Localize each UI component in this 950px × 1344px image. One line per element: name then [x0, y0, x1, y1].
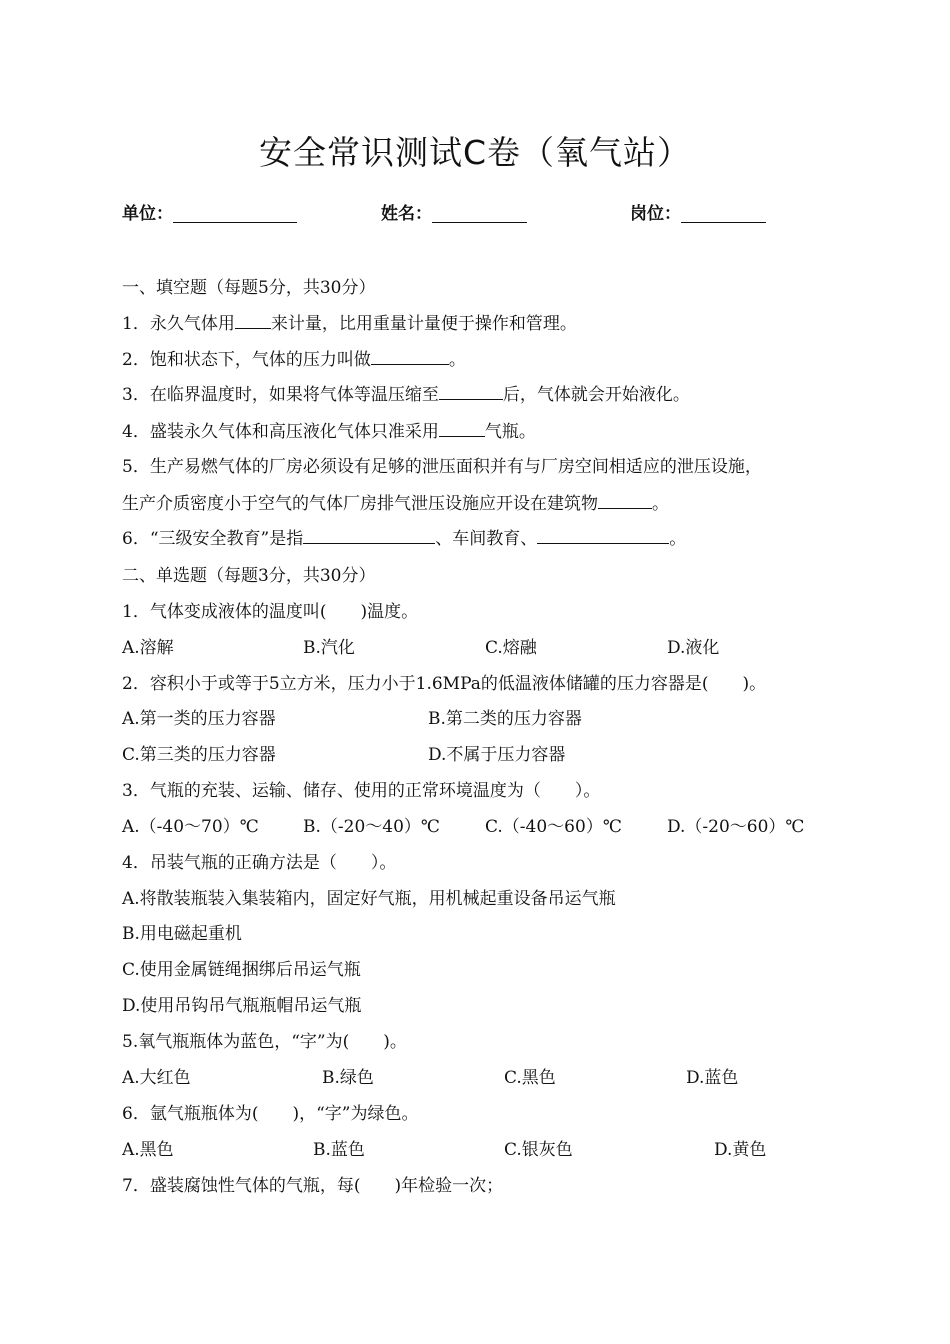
unit-field[interactable]	[122, 201, 297, 227]
s1-q1-text-b: 来计量，比用重量计量便于操作和管理。	[270, 314, 577, 334]
s1-q1-text-a: 1．永久气体用	[122, 314, 235, 334]
s1-q5-text-b: 。	[652, 494, 669, 514]
s1-q6-text-c: 。	[669, 529, 687, 549]
s1-q6-text-a: 6．“三级安全教育”是指	[122, 529, 304, 549]
s1-q3	[122, 383, 690, 407]
s2-q1-option-c[interactable]: C.熔融	[485, 638, 537, 658]
s1-q4-text-b: 气瓶。	[484, 422, 536, 442]
s2-q6-option-c[interactable]: C.银灰色	[504, 1140, 573, 1160]
s2-q2-option-d[interactable]: D.不属于压力容器	[428, 745, 566, 765]
s2-q6-text: 6．氩气瓶瓶体为( )，“字”为绿色。	[122, 1104, 419, 1124]
s2-q3-option-b[interactable]: B.（-20～40）℃	[303, 817, 440, 837]
s1-q2-text-a: 2．饱和状态下，气体的压力叫做	[122, 350, 371, 370]
s2-q5-option-c[interactable]: C.黑色	[504, 1068, 556, 1088]
s1-q6-blank-2[interactable]	[537, 527, 669, 544]
s2-q6-option-a[interactable]: A.黑色	[122, 1140, 174, 1160]
s2-q5-option-d[interactable]: D.蓝色	[686, 1068, 739, 1088]
s2-q6-option-d[interactable]: D.黄色	[714, 1140, 767, 1160]
s1-q6	[122, 527, 686, 551]
s2-q4-option-d[interactable]: D.使用吊钩吊气瓶瓶帽吊运气瓶	[122, 996, 362, 1016]
s1-q5-line1: 5．生产易燃气体的厂房必须设有足够的泄压面积并有与厂房空间相适应的泄压设施，	[122, 457, 762, 477]
s2-q4-option-b[interactable]: B.用电磁起重机	[122, 924, 242, 944]
s2-q2-option-c[interactable]: C.第三类的压力容器	[122, 745, 276, 765]
s1-q4	[122, 420, 536, 444]
section2-heading: 二、单选题（每题3分，共30分）	[122, 566, 376, 586]
s2-q3-option-a[interactable]: A.（-40～70）℃	[122, 817, 259, 837]
s1-q6-text-b: 、车间教育、	[435, 529, 538, 549]
s2-q6-option-b[interactable]: B.蓝色	[313, 1140, 365, 1160]
s1-q5-line2	[122, 492, 669, 516]
name-label: 姓名：	[381, 204, 432, 224]
s1-q2-blank[interactable]	[371, 348, 449, 365]
name-blank[interactable]	[432, 221, 527, 223]
s2-q4-option-c[interactable]: C.使用金属链绳捆绑后吊运气瓶	[122, 960, 361, 980]
s2-q1-option-a[interactable]: A.溶解	[122, 638, 174, 658]
s2-q4-text: 4．吊装气瓶的正确方法是（ ）。	[122, 853, 397, 873]
s2-q3-option-c[interactable]: C.（-40～60）℃	[485, 817, 622, 837]
post-label: 岗位：	[630, 204, 681, 224]
unit-label: 单位：	[122, 204, 173, 224]
s2-q3-option-d[interactable]: D.（-20～60）℃	[667, 817, 805, 837]
s2-q4-option-a[interactable]: A.将散装瓶装入集装箱内，固定好气瓶，用机械起重设备吊运气瓶	[122, 889, 616, 909]
s1-q5-blank[interactable]	[598, 492, 652, 509]
s1-q5-text-a: 生产介质密度小于空气的气体厂房排气泄压设施应开设在建筑物	[122, 494, 598, 514]
s2-q2-option-b[interactable]: B.第二类的压力容器	[428, 709, 582, 729]
page-title: 安全常识测试C卷（氧气站）	[258, 133, 692, 172]
s1-q2	[122, 348, 466, 372]
s2-q3-text: 3．气瓶的充装、运输、储存、使用的正常环境温度为（ ）。	[122, 781, 601, 801]
s2-q7-text: 7．盛装腐蚀性气体的气瓶，每( )年检验一次；	[122, 1176, 504, 1196]
s2-q2-text: 2．容积小于或等于5立方米，压力小于1.6MPa的低温液体储罐的压力容器是( )。	[122, 674, 767, 694]
s1-q6-blank-1[interactable]	[303, 527, 435, 544]
s1-q1	[122, 312, 577, 336]
s1-q3-text-a: 3．在临界温度时，如果将气体等温压缩至	[122, 385, 439, 405]
section1-heading: 一、填空题（每题5分，共30分）	[122, 278, 376, 298]
s1-q4-blank[interactable]	[439, 420, 485, 437]
s1-q3-text-b: 后，气体就会开始液化。	[502, 385, 690, 405]
s2-q1-option-d[interactable]: D.液化	[667, 638, 720, 658]
s1-q4-text-a: 4．盛装永久气体和高压液化气体只准采用	[122, 422, 439, 442]
s1-q1-blank[interactable]	[235, 312, 271, 329]
s1-q2-text-b: 。	[448, 350, 466, 370]
s2-q1-text: 1．气体变成液体的温度叫( )温度。	[122, 602, 419, 622]
unit-blank[interactable]	[173, 221, 297, 223]
s1-q3-blank[interactable]	[439, 383, 503, 400]
name-field[interactable]	[381, 201, 527, 227]
post-blank[interactable]	[681, 221, 766, 223]
post-field[interactable]	[630, 201, 766, 227]
s2-q5-text: 5.氧气瓶瓶体为蓝色，“字”为( )。	[122, 1032, 407, 1052]
s2-q5-option-a[interactable]: A.大红色	[122, 1068, 191, 1088]
s2-q2-option-a[interactable]: A.第一类的压力容器	[122, 709, 276, 729]
s2-q5-option-b[interactable]: B.绿色	[322, 1068, 374, 1088]
s2-q1-option-b[interactable]: B.汽化	[303, 638, 355, 658]
